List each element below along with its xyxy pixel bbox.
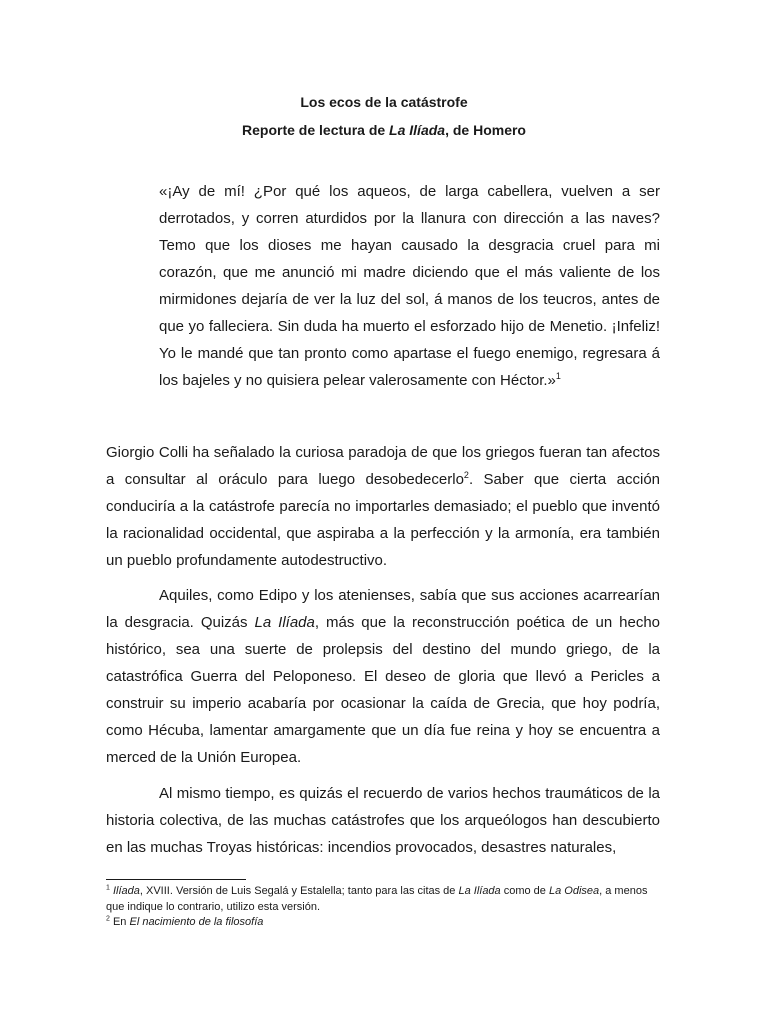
subtitle-prefix: Reporte de lectura de bbox=[242, 122, 390, 138]
footnote-ref-2[interactable]: 2 bbox=[463, 470, 469, 480]
footnote-1-italic-b: La Ilíada bbox=[458, 885, 501, 897]
paragraph-2-text-a: Aquiles, como Edipo y los atenienses, sabía que sus acciones acarrearían la desgracia. Quizás bbox=[106, 587, 660, 631]
footnote-1-italic-c: La Odisea bbox=[548, 885, 600, 897]
footnote-separator bbox=[106, 879, 246, 880]
footnote-1-italic-a: Ilíada bbox=[112, 885, 140, 897]
paragraph-3 bbox=[106, 780, 660, 861]
title-line-1: Los ecos de la catástrofe bbox=[300, 94, 468, 110]
footnote-1 bbox=[106, 884, 666, 915]
paragraph-1 bbox=[106, 439, 660, 574]
footnote-1-number: 1 bbox=[106, 884, 110, 892]
paragraph-2-text-b: , más que la reconstrucción poética de un hecho histórico, sea una suerte de prolepsis del destino del mundo griego, de la catastrófica Guerra del Peloponeso. El deseo de gloria que llevó a Pericles a construir su imperio acabaría por ocasionar la caída de Grecia, que hoy podría, como Hécuba, lamentar amargamente que un día fue reina y hoy se encuentra a merced de la Unión Europea. bbox=[106, 614, 661, 766]
block-quote bbox=[159, 178, 660, 394]
footnotes bbox=[106, 884, 666, 931]
subtitle-book-title: La Ilíada bbox=[389, 122, 446, 138]
footnote-2-number: 2 bbox=[106, 915, 110, 923]
footnote-2-italic: El nacimiento de la filosofía bbox=[129, 916, 264, 928]
paragraph-2 bbox=[106, 582, 660, 771]
document-title bbox=[0, 93, 768, 111]
footnote-1-text-b: como de bbox=[500, 885, 549, 897]
footnote-ref-1[interactable]: 1 bbox=[555, 371, 561, 381]
paragraph-3-text: Al mismo tiempo, es quizás el recuerdo de varios hechos traumáticos de la historia colectiva, de las muchas catástrofes que los arqueólogos han descubierto en las muchas Troyas históricas: incendios provocados, desastres naturales, bbox=[106, 785, 660, 856]
footnote-2-text: En bbox=[109, 916, 130, 928]
footnote-1-text-c: , a menos que indique lo contrario, utilizo esta versión. bbox=[106, 885, 648, 913]
footnote-2 bbox=[106, 915, 666, 931]
subtitle-suffix: , de Homero bbox=[445, 122, 526, 138]
paragraph-1-text-b: . Saber que cierta acción conduciría a la catástrofe parecía no importarles demasiado; el pueblo que inventó la racionalidad occidental, que aspiraba a la perfección y la armonía, era también un pueblo profundamente autodestructivo. bbox=[106, 471, 660, 569]
paragraph-2-book-title: La Ilíada bbox=[254, 614, 315, 631]
quote-text: «¡Ay de mí! ¿Por qué los aqueos, de larga cabellera, vuelven a ser derrotados, y corren aturdidos por la llanura con dirección a las naves? Temo que los dioses me hayan causado la desgracia cruel para mi corazón, que me anunció mi madre diciendo que el más valiente de los mirmidones dejaría de ver la luz del sol, á manos de los teucros, antes de que yo falleciera. Sin duda ha muerto el esforzado hijo de Menetio. ¡Infeliz! Yo le mandé que tan pronto como apartase el fuego enemigo, regresara á los bajeles y no quisiera pelear valerosamente con Héctor.» bbox=[159, 183, 660, 389]
footnote-1-text-a: , XVIII. Versión de Luis Segalá y Estalella; tanto para las citas de bbox=[139, 885, 459, 897]
paragraph-1-text-a: Giorgio Colli ha señalado la curiosa paradoja de que los griegos fueran tan afectos a consultar al oráculo para luego desobedecerlo bbox=[106, 444, 660, 488]
document-subtitle bbox=[0, 121, 768, 139]
